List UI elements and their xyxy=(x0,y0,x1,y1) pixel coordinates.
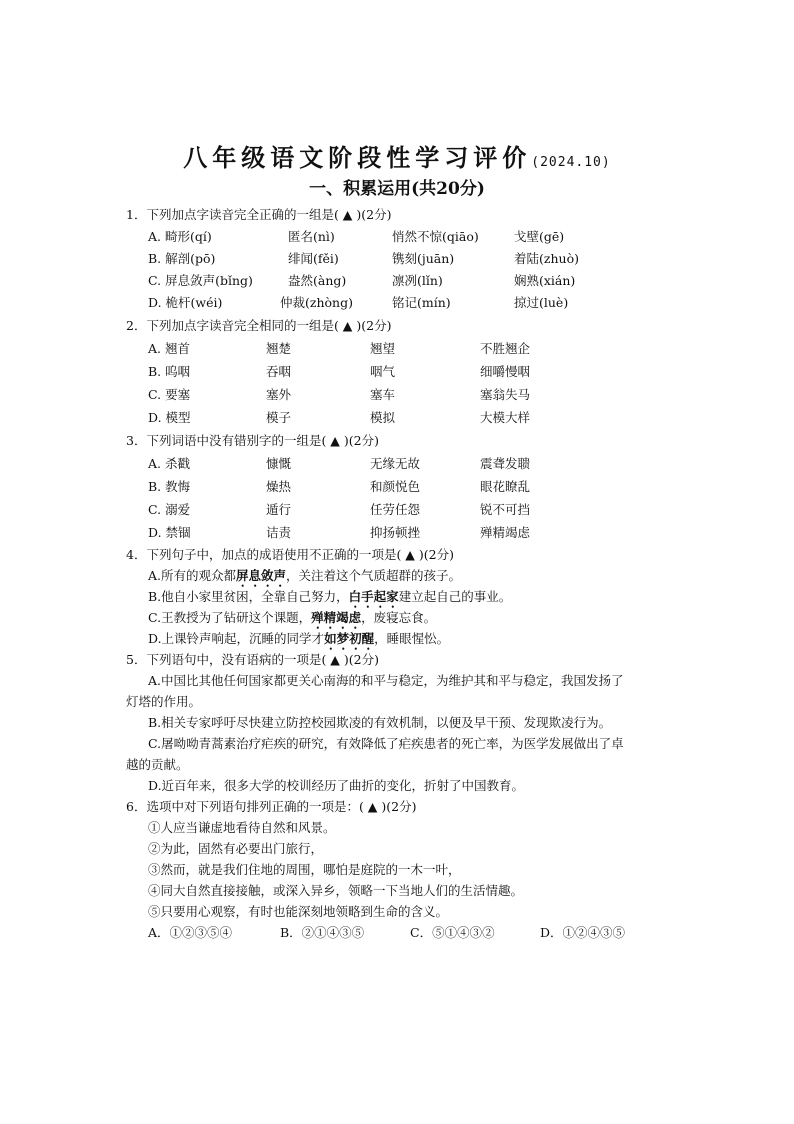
question-5-option-c-line2: 越的贡献。 xyxy=(126,757,189,772)
question-1-stem: 1．下列加点字读音完全正确的一组是( ▲ )(2分) xyxy=(126,207,392,222)
question-6-option-b: B．②①④③⑤ xyxy=(280,925,365,940)
question-5-option-c-line1: C.屠呦呦青蒿素治疗疟疾的研究，有效降低了疟疾患者的死亡率，为医学发展做出了卓 xyxy=(148,736,624,751)
section-heading: 一、积累运用(共20分) xyxy=(309,179,485,199)
question-6-option-c: C．⑤①④③② xyxy=(410,925,495,940)
question-6-option-d: D．①②④③⑤ xyxy=(540,925,626,940)
question-4-option-a: A.所有的观众都屏息敛声，关注着这个气质超群的孩子。 xyxy=(148,568,462,583)
question-6-option-a: A．①②③⑤④ xyxy=(148,925,233,940)
question-4-option-b: B.他自小家里贫困，全靠自己努力，白手起家建立起自己的事业。 xyxy=(148,589,512,604)
question-5-option-d: D.近百年来，很多大学的校训经历了曲折的变化，折射了中国教育。 xyxy=(148,778,525,793)
question-6-sentence-5: ⑤只要用心观察，有时也能深刻地领略到生命的含义。 xyxy=(148,904,449,919)
question-6-sentence-4: ④同大自然直接接触，或深入异乡，领略一下当地人们的生活情趣。 xyxy=(148,883,524,898)
exam-date: (2024.10) xyxy=(531,155,611,170)
question-3-stem: 3．下列词语中没有错别字的一组是( ▲ )(2分) xyxy=(126,433,379,448)
question-5-option-a-line1: A.中国比其他任何国家都更关心南海的和平与稳定，为维护其和平与稳定，我国发扬了 xyxy=(148,673,624,688)
title-text: 八年级语文阶段性学习评价 xyxy=(183,143,532,172)
question-5-option-b: B.相关专家呼吁尽快建立防控校园欺凌的有效机制，以便及早干预、发现欺凌行为。 xyxy=(148,715,612,730)
question-4-stem: 4．下列句子中，加点的成语使用不正确的一项是( ▲ )(2分) xyxy=(126,547,454,562)
idiom-highlight: 屏息敛声 xyxy=(236,568,287,583)
idiom-highlight: 如梦初醒 xyxy=(324,631,375,646)
idiom-highlight: 殚精竭虑 xyxy=(311,610,362,625)
question-2-stem: 2．下列加点字读音完全相同的一组是( ▲ )(2分) xyxy=(126,318,392,333)
question-6-sentence-1: ①人应当谦虚地看待自然和风景。 xyxy=(148,820,336,835)
idiom-highlight: 白手起家 xyxy=(348,589,399,604)
question-5-option-a-line2: 灯塔的作用。 xyxy=(126,694,202,709)
exam-page: 八年级语文阶段性学习评价(2024.10) 一、积累运用(共20分) 1．下列加点字读音完全正确的一组是( ▲ )(2分) A. 畸形(qí) 匿名(nì) 悄然不惊(qiāo) 戈壁(gē) B. 解剖(pō) 绯闻(fěi) 镌刻(juān) 着陆(zhuò) C. 屏息敛声(bǐng) 盎然(àng) 凛冽(lǐn) 娴熟(xián) D. 桅杆(wéi) 仲裁(zhòng) 铭记(mín) 掠过(luè) 2．下列加点字读音完全相同的一组是( ▲ )(2分) A. 翘首 翘楚 翘望 不胜翘企 B. 呜咽 吞咽 咽气 细嚼慢咽 C. 要塞 塞外 塞车 塞翁失马 D. 模型 模子 模拟 大模大样 3．下列词语中没有错别字的一组是( ▲ )(2分) A. 杀戳 慷慨 无缘无故 震聋发聩 B. 教悔 燥热 和颜悦色 眼花瞭乱 C. 溺爱 遁行 任劳任怨 锐不可挡 D. 禁锢 诘责 抑扬顿挫 殚精竭虑 4．下列句子中，加点的成语使用不正确的一项是( ▲ )(2分) A.所有的观众都屏息敛声，关注着这个气质超群的孩子。 B.他自小家里贫困，全靠自己努力，白手起家建立起自己的事业。 C.王教授为了钻研这个课题，殚精竭虑，废寝忘食。 D.上课铃声响起，沉睡的同学才如梦初醒，睡眼惺忪。 5．下列语句中，没有语病的一项是( ▲ )(2分) A.中国比其他任何国家都更关心南海的和平与稳定，为维护其和平与稳定，我国发扬了 灯塔的作用。 B.相关专家呼吁尽快建立防控校园欺凌的有效机制，以便及早干预、发现欺凌行为。 C.屠呦呦青蒿素治疗疟疾的研究，有效降低了疟疾患者的死亡率，为医学发展做出了卓 越的贡献。 D.近百年来，很多大学的校训经历了曲折的变化，折射了中国教育。 6．选项中对下列语句排列正确的一项是：( ▲ )(2分) ①人应当谦虚地看待自然和风景。 ②为此，固然有必要出门旅行， ③然而，就是我们住地的周围，哪怕是庭院的一木一叶， ④同大自然直接接触，或深入异乡，领略一下当地人们的生活情趣。 ⑤只要用心观察，有时也能深刻地领略到生命的含义。 A．①②③⑤④ B．②①④③⑤ C．⑤①④③② D．①②④③⑤ xyxy=(0,0,794,1124)
question-4-option-c: C.王教授为了钻研这个课题，殚精竭虑，废寝忘食。 xyxy=(148,610,437,625)
question-6-stem: 6．选项中对下列语句排列正确的一项是：( ▲ )(2分) xyxy=(126,799,417,814)
question-4-option-d: D.上课铃声响起，沉睡的同学才如梦初醒，睡眼惺忪。 xyxy=(148,631,450,646)
question-5-stem: 5．下列语句中，没有语病的一项是( ▲ )(2分) xyxy=(126,652,379,667)
exam-title xyxy=(0,138,794,173)
question-6-sentence-3: ③然而，就是我们住地的周围，哪怕是庭院的一木一叶， xyxy=(148,862,461,877)
question-6-sentence-2: ②为此，固然有必要出门旅行， xyxy=(148,841,324,856)
